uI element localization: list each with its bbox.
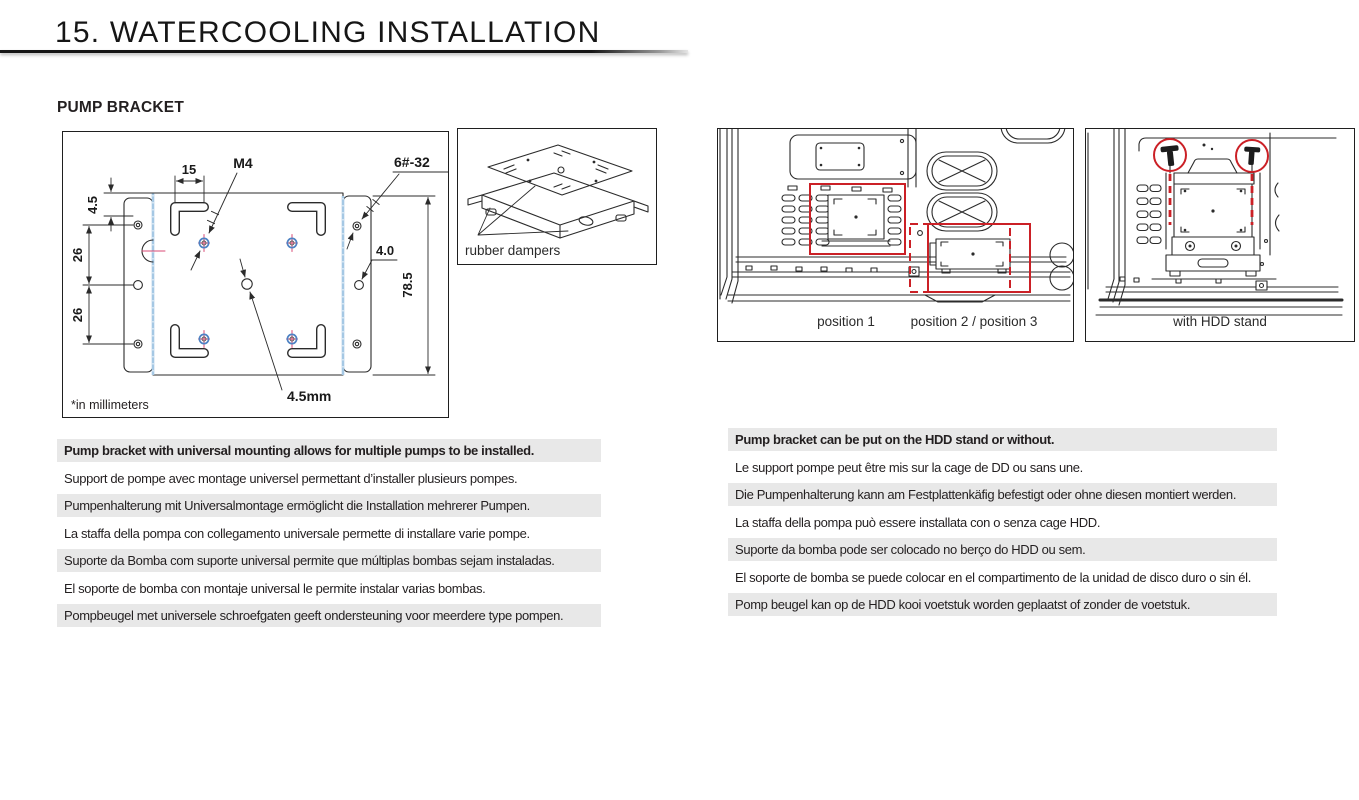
bend-lines — [153, 193, 343, 375]
leader-6-32 — [347, 172, 448, 249]
position-2-3-caption: position 2 / position 3 — [910, 314, 1038, 329]
note-row-es: El soporte de bomba con montaje universal le permite instalar varias bombas. — [64, 580, 486, 596]
note-row-de: Die Pumpenhalterung kann am Festplattenkäfig befestigt oder ohne diesen montiert werden. — [728, 483, 1277, 506]
dim-4-0-label: 4.0 — [376, 243, 395, 258]
rubber-dampers-label: rubber dampers — [465, 243, 561, 258]
note-row-fr: Le support pompe peut être mis sur la cage de DD ou sans une. — [735, 459, 1083, 475]
note-row-es: El soporte de bomba se puede colocar en el compartimento de la unidad de disco duro o sin él. — [735, 569, 1251, 585]
position-1-caption: position 1 — [817, 314, 875, 329]
note-row-fr: Support de pompe avec montage universel permettant d’installer plusieurs pompes. — [64, 470, 518, 486]
hdd-stand-caption: with HDD stand — [1173, 314, 1267, 329]
pump-bracket-drawing — [63, 132, 448, 417]
dimension-15 — [175, 176, 204, 203]
dim-26-upper-label: 26 — [70, 247, 85, 263]
dim-4-5-label: 4.5 — [85, 195, 100, 215]
dim-15-label: 15 — [181, 162, 197, 177]
pump-positions-drawing — [718, 129, 1073, 341]
dim-26-lower-label: 26 — [70, 307, 85, 323]
title-underline — [0, 50, 688, 53]
thread-6-32-label: 6#-32 — [394, 154, 430, 170]
note-row-nl: Pomp beugel kan op de HDD kooi voetstuk worden geplaatst of zonder de voetstuk. — [728, 593, 1277, 616]
thread-m4-label: M4 — [233, 155, 253, 171]
dim-4-5mm-label: 4.5mm — [287, 388, 332, 404]
hdd-case-line-art — [1088, 129, 1342, 315]
note-row-de: Pumpenhalterung mit Universalmontage ermöglicht die Installation mehrerer Pumpen. — [57, 494, 601, 517]
flange-holes — [134, 221, 364, 348]
note-row-en: Pump bracket can be put on the HDD stand or without. — [728, 428, 1277, 451]
grommet-grid-left — [782, 195, 829, 245]
millimeters-note: *in millimeters — [71, 398, 149, 412]
bracket-outline — [124, 193, 371, 375]
case-line-art — [720, 129, 1073, 303]
rubber-dampers-diagram — [457, 128, 657, 265]
dimension-26-pair — [83, 225, 133, 344]
hdd-stand-diagram — [1085, 128, 1355, 342]
dimension-4-5 — [104, 178, 156, 231]
hdd-stand-notes — [728, 428, 1277, 621]
page-title: 15. WATERCOOLING INSTALLATION — [55, 16, 601, 49]
thumbscrew-left — [1160, 145, 1180, 167]
leader-m4 — [191, 173, 237, 270]
pump-bracket-diagram — [62, 131, 449, 418]
hdd-grommet-grid — [1137, 185, 1161, 244]
m4-holes — [199, 235, 298, 348]
note-row-pt: Suporte da Bomba com suporte universal permite que múltiplas bombas sejam instaladas. — [57, 549, 601, 572]
thumbscrew-right — [1243, 146, 1260, 165]
dim-78-5-label: 78.5 — [400, 272, 415, 298]
corner-slots — [175, 207, 321, 353]
note-row-nl: Pompbeugel met universele schroefgaten geeft ondersteuning voor meerdere type pompen. — [57, 604, 601, 627]
bracket-position-2 — [930, 239, 1010, 273]
grommet-grid-right — [888, 195, 901, 245]
note-row-it: La staffa della pompa può essere installata con o senza cage HDD. — [735, 514, 1101, 530]
pump-positions-diagram — [717, 128, 1074, 342]
note-row-it: La staffa della pompa con collegamento universale permette di installare varie pompe. — [64, 525, 530, 541]
note-row-pt: Suporte da bomba pode ser colocado no berço do HDD ou sem. — [728, 538, 1277, 561]
section-heading: PUMP BRACKET — [57, 99, 184, 116]
note-row-en: Pump bracket with universal mounting allows for multiple pumps to be installed. — [57, 439, 601, 462]
leader-4-0 — [362, 260, 397, 279]
pump-bracket-notes — [57, 439, 601, 632]
damper-assembly-art — [468, 145, 648, 238]
bracket-position-1 — [822, 195, 890, 246]
hdd-stand-drawing — [1086, 129, 1354, 341]
rubber-dampers-drawing — [458, 129, 656, 264]
